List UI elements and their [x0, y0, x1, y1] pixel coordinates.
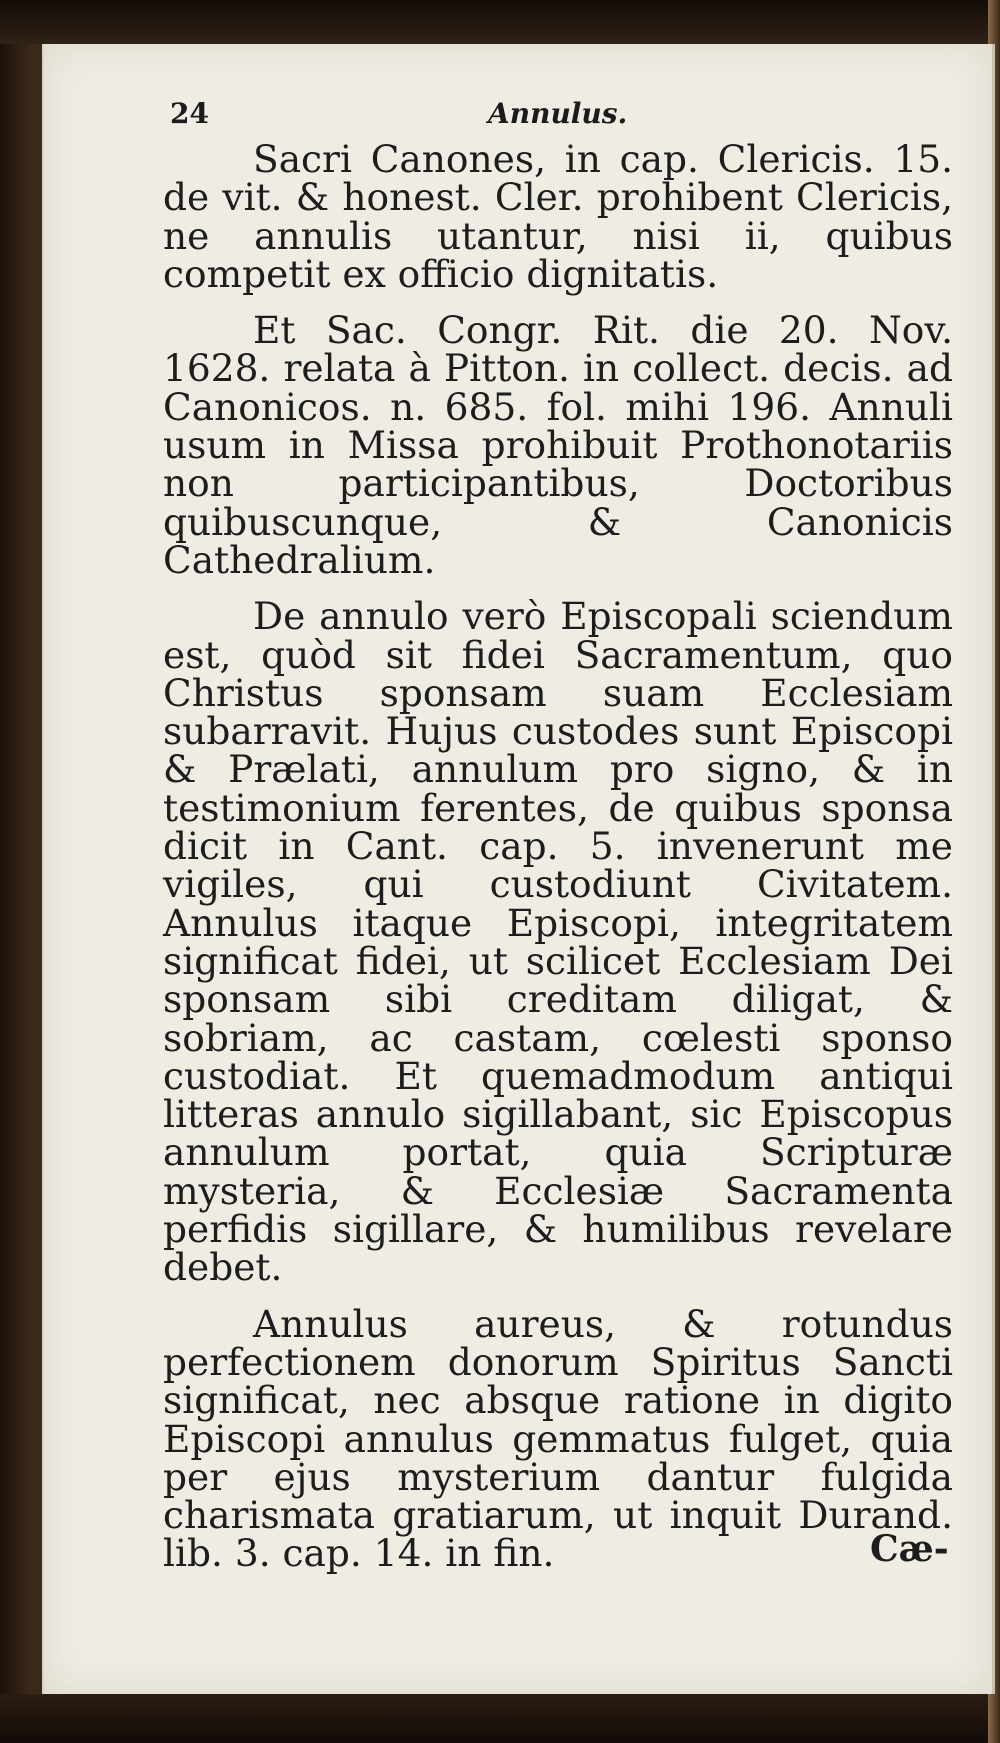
- running-head-title: Annulus.: [488, 97, 628, 130]
- paragraph-4: Annulus aureus, & rotundus perfectionem donorum Spiritus Sancti significat, nec absque ratione in digito Episcopi annulus gemmatus fulget, quia per ejus mysterium dantur fulgida charismata gratiarum, ut inquit Durand. lib. 3. cap. 14. in fin.: [163, 1301, 953, 1576]
- running-head: [170, 97, 910, 137]
- page-number: 24: [170, 97, 209, 130]
- book-bottom-edge: [0, 1694, 1000, 1743]
- paragraph-1: Sacri Canones, in cap. Clericis. 15. de vit. & honest. Cler. prohibent Clericis, ne annulis utantur, nisi ii, quibus competit ex officio dignitatis.: [163, 137, 953, 296]
- body-text: [163, 137, 953, 1591]
- book-top-edge: [0, 0, 1000, 44]
- paragraph-3: De annulo verò Episcopali sciendum est, quòd sit fidei Sacramentum, quo Christus sponsam suam Ecclesiam subarravit. Hujus custodes sunt Episcopi & Prælati, annulum pro signo, & in testimonium ferentes, de quibus sponsa dicit in Cant. cap. 5. invenerunt me vigiles, qui custodiunt Civitatem. Annulus itaque Episcopi, integritatem significat fidei, ut scilicet Ecclesiam Dei sponsam sibi creditam diligat, & sobriam, ac castam, cœlesti sponso custodiat. Et quemadmodum antiqui litteras annulo sigillabant, sic Episcopus annulum portat, quia Scripturæ mysteria, & Ecclesiæ Sacramenta perfidis sigillare, & humilibus revelare debet.: [163, 594, 953, 1290]
- catchword: Cæ-: [870, 1528, 949, 1570]
- paragraph-2: Et Sac. Congr. Rit. die 20. Nov. 1628. relata à Pitton. in collect. decis. ad Canonicos. n. 685. fol. mihi 196. Annuli usum in Missa prohibuit Prothonotariis non participantibus, Doctoribus quibuscunque, & Canonicis Cathedralium.: [163, 308, 953, 582]
